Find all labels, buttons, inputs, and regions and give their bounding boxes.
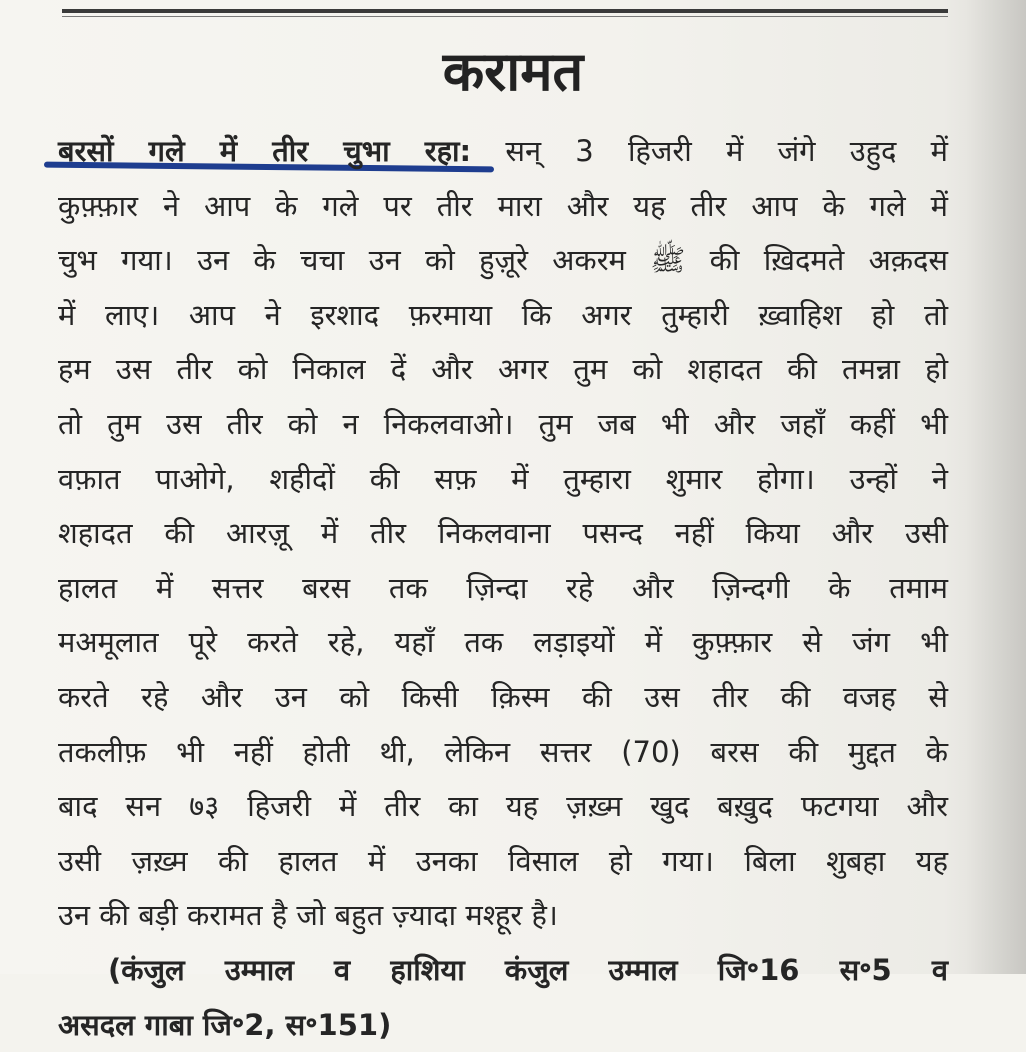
paragraph-line: कुफ़्फ़ार ने आप के गले पर तीर मारा और यह तीर आप के गले में (58, 179, 948, 234)
paragraph-line: में लाए। आप ने इरशाद फ़रमाया कि अगर तुम्हारी ख़्वाहिश हो तो (58, 288, 948, 343)
paragraph-line: करते रहे और उन को किसी क़िस्म की उस तीर की वजह से (58, 670, 948, 725)
paragraph-line: तो तुम उस तीर को न निकलवाओ। तुम जब भी और जहाँ कहीं भी (58, 397, 948, 452)
paragraph-line-last: उन की बड़ी करामत है जो बहुत ज़्यादा मश्हूर है। (58, 888, 948, 943)
top-rule-thin (62, 16, 948, 17)
section-heading: बरसों गले में तीर चुभा रहा: (58, 134, 471, 168)
paragraph-line: शहादत की आरज़ू में तीर निकलवाना पसन्द नहीं किया और उसी (58, 506, 948, 561)
citation-line-2: असदल गाबा जि॰2, स॰151) (58, 998, 948, 1052)
top-rule (62, 9, 948, 13)
paragraph-line: वफ़ात पाओगे, शहीदों की सफ़ में तुम्हारा शुमार होगा। उन्हों ने (58, 452, 948, 507)
paragraph-line-1-text: सन् 3 हिजरी में जंगे उहुद में (471, 134, 948, 168)
paragraph-line: चुभ गया। उन के चचा उन को हुज़ूरे अकरम ﷺ की ख़िदमते अक़दस (58, 233, 948, 288)
paragraph-line: तकलीफ़ भी नहीं होती थी, लेकिन सत्तर (70) बरस की मुद्दत के (58, 725, 948, 780)
paragraph-line: बाद सन ७३ हिजरी में तीर का यह ज़ख़्म खुद बख़ुद फटगया और (58, 779, 948, 834)
page-edge-shadow (966, 0, 1026, 974)
citation-line-1: (कंजुल उम्माल व हाशिया कंजुल उम्माल जि॰16 स॰5 व (58, 943, 948, 998)
page-title: करामत (0, 40, 1026, 104)
article-body (58, 124, 948, 1052)
paragraph-line: हालत में सत्तर बरस तक ज़िन्दा रहे और ज़िन्दगी के तमाम (58, 561, 948, 616)
paragraph-line: हम उस तीर को निकाल दें और अगर तुम को शहादत की तमन्ना हो (58, 342, 948, 397)
paragraph-line-1 (58, 124, 948, 179)
paragraph-line: उसी ज़ख़्म की हालत में उनका विसाल हो गया। बिला शुबहा यह (58, 834, 948, 889)
paragraph-line: मअमूलात पूरे करते रहे, यहाँ तक लड़ाइयों में कुफ़्फ़ार से जंग भी (58, 615, 948, 670)
